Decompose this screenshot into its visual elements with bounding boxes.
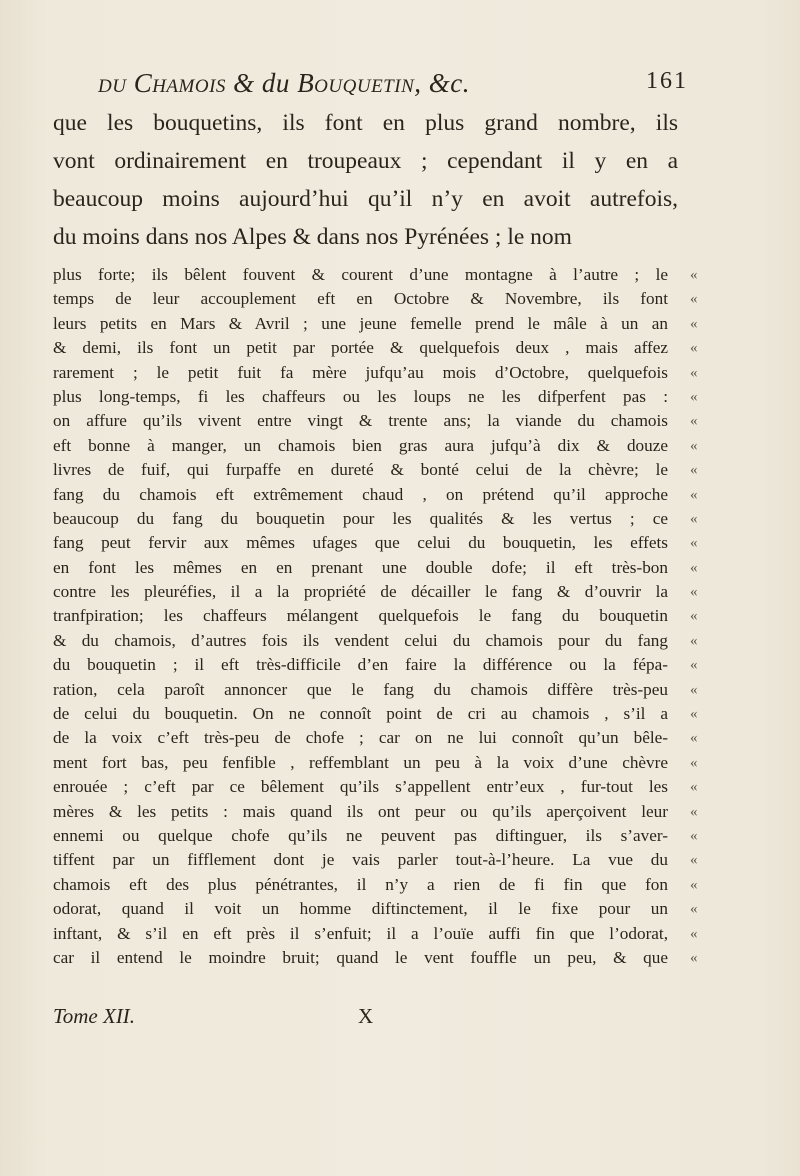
- quoted-text-line: fang du chamois eft extrêmement chaud , on prétend qu’il approche: [53, 484, 668, 504]
- running-title-bouquetin: Bouquetin: [297, 68, 415, 98]
- quoted-text-line: plus long-temps, fi les chaffeurs ou les loups ne les difperfent pas :: [53, 386, 668, 406]
- quotation-mark: «: [690, 388, 698, 405]
- quoted-text-line: chamois eft des plus pénétrantes, il n’y a rien de fi fin que fon: [53, 874, 668, 894]
- quotation-mark: «: [690, 364, 698, 381]
- lead-text-line: du moins dans nos Alpes & dans nos Pyrénées ; le nom: [53, 224, 572, 250]
- quotation-mark: «: [690, 413, 698, 430]
- quoted-text-line: ennemi ou quelque chofe qu’ils ne peuvent pas diftinguer, ils s’aver-: [53, 825, 668, 845]
- running-title-middle: & du: [225, 68, 298, 98]
- page-number: 161: [646, 68, 688, 94]
- quotation-mark: «: [690, 486, 698, 503]
- quoted-text-line: enrouée ; c’eft par ce bêlement qu’ils s’appellent entr’eux , fur-tout les: [53, 777, 668, 797]
- quotation-mark: «: [690, 681, 698, 698]
- quoted-text-line: ration, cela paroît annoncer que le fang du chamois diffère très-peu: [53, 679, 668, 699]
- lead-text-line: vont ordinairement en troupeaux ; cependant il y en a: [53, 148, 678, 174]
- running-title-suffix: , &c.: [414, 68, 470, 98]
- quoted-text-line: mères & les petits : mais quand ils ont peur ou qu’ils aperçoivent leur: [53, 801, 668, 821]
- quotation-mark: «: [690, 535, 698, 552]
- quotation-mark: «: [690, 876, 698, 893]
- quoted-text-line: ment fort bas, peu fenfible , reffemblant un peu à la voix d’une chèvre: [53, 752, 668, 772]
- quotation-mark: «: [690, 632, 698, 649]
- quotation-mark: «: [690, 510, 698, 527]
- quoted-text-line: & du chamois, d’autres fois ils vendent celui du chamois pour du fang: [53, 630, 668, 650]
- running-title-chamois: Chamois: [133, 68, 226, 98]
- quoted-text-line: du bouquetin ; il eft très-difficile d’en faire la différence ou la fépa-: [53, 655, 668, 675]
- quotation-mark: «: [690, 803, 698, 820]
- quoted-text-line: eft bonne à manger, un chamois bien gras aura jufqu’à dix & douze: [53, 435, 668, 455]
- quoted-text-line: tiffent par un fifflement dont je vais parler tout-à-l’heure. La vue du: [53, 850, 668, 870]
- quoted-text-line: en font les mêmes en en prenant une double dofe; il eft très-bon: [53, 557, 668, 577]
- quoted-text-line: fang peut fervir aux mêmes ufages que celui du bouquetin, les effets: [53, 533, 668, 553]
- quoted-text-line: de celui du bouquetin. On ne connoît point de cri au chamois , s’il a: [53, 704, 668, 724]
- quotation-mark: «: [690, 949, 698, 966]
- quotation-mark: «: [690, 657, 698, 674]
- lead-paragraph: [53, 104, 678, 256]
- quotation-mark: «: [690, 559, 698, 576]
- quoted-text-line: rarement ; le petit fuit fa mère jufqu’au mois d’Octobre, quelquefois: [53, 362, 668, 382]
- quoted-text-line: odorat, quand il voit un homme diftinctement, il le fixe pour un: [53, 899, 668, 919]
- quoted-text-line: temps de leur accouplement eft en Octobre & Novembre, ils font: [53, 289, 668, 309]
- quotation-mark: «: [690, 340, 698, 357]
- quotation-mark: «: [690, 827, 698, 844]
- quotation-mark: «: [690, 315, 698, 332]
- quotation-mark: «: [690, 608, 698, 625]
- quoted-text-line: livres de fuif, qui furpaffe en dureté & bonté celui de la chèvre; le: [53, 460, 668, 480]
- running-title-prefix: du: [98, 68, 134, 98]
- quoted-text-line: plus forte; ils bêlent fouvent & courent d’une montagne à l’autre ; le: [53, 265, 668, 284]
- page-footer: [53, 1004, 503, 1032]
- lead-text-line: que les bouquetins, ils font en plus grand nombre, ils: [53, 110, 678, 136]
- quotation-mark: «: [690, 754, 698, 771]
- quotation-mark: «: [690, 730, 698, 747]
- quoted-text-line: on affure qu’ils vivent entre vingt & trente ans; la viande du chamois: [53, 411, 668, 431]
- quoted-text-line: & demi, ils font un petit par portée & quelquefois deux , mais affez: [53, 338, 668, 358]
- quotation-marks-column: [690, 263, 714, 970]
- quotation-mark: «: [690, 925, 698, 942]
- quoted-text-line: tranfpiration; les chaffeurs mélangent quelquefois le fang du bouquetin: [53, 606, 668, 626]
- quotation-mark: «: [690, 852, 698, 869]
- quotation-mark: «: [690, 584, 698, 601]
- quoted-paragraph: [53, 263, 668, 970]
- quoted-text-line: leurs petits en Mars & Avril ; une jeune femelle prend le mâle à un an: [53, 313, 668, 333]
- quoted-text-line: beaucoup du fang du bouquetin pour les qualités & les vertus ; ce: [53, 508, 668, 528]
- lead-text-line: beaucoup moins aujourd’hui qu’il n’y en avoit autrefois,: [53, 186, 678, 212]
- quotation-mark: «: [690, 267, 698, 283]
- quotation-mark: «: [690, 437, 698, 454]
- quotation-mark: «: [690, 291, 698, 308]
- quoted-text-line: de la voix c’eft très-peu de chofe ; car on ne lui connoît qu’un bêle-: [53, 728, 668, 748]
- quoted-text-line: inftant, & s’il en eft près il s’enfuit; il a l’ouïe auffi fin que l’odorat,: [53, 923, 668, 943]
- running-title: [98, 68, 470, 99]
- quotation-mark: «: [690, 706, 698, 723]
- quoted-text-line: contre les pleuréfies, il a la propriété de décailler le fang & d’ouvrir la: [53, 582, 668, 602]
- quoted-text-line: car il entend le moindre bruit; quand le vent fouffle un peu, & que: [53, 947, 668, 967]
- volume-label: Tome XII.: [53, 1004, 136, 1028]
- signature-mark: X: [358, 1004, 374, 1028]
- quotation-mark: «: [690, 462, 698, 479]
- quotation-mark: «: [690, 779, 698, 796]
- quotation-mark: «: [690, 901, 698, 918]
- page-header: [98, 68, 688, 102]
